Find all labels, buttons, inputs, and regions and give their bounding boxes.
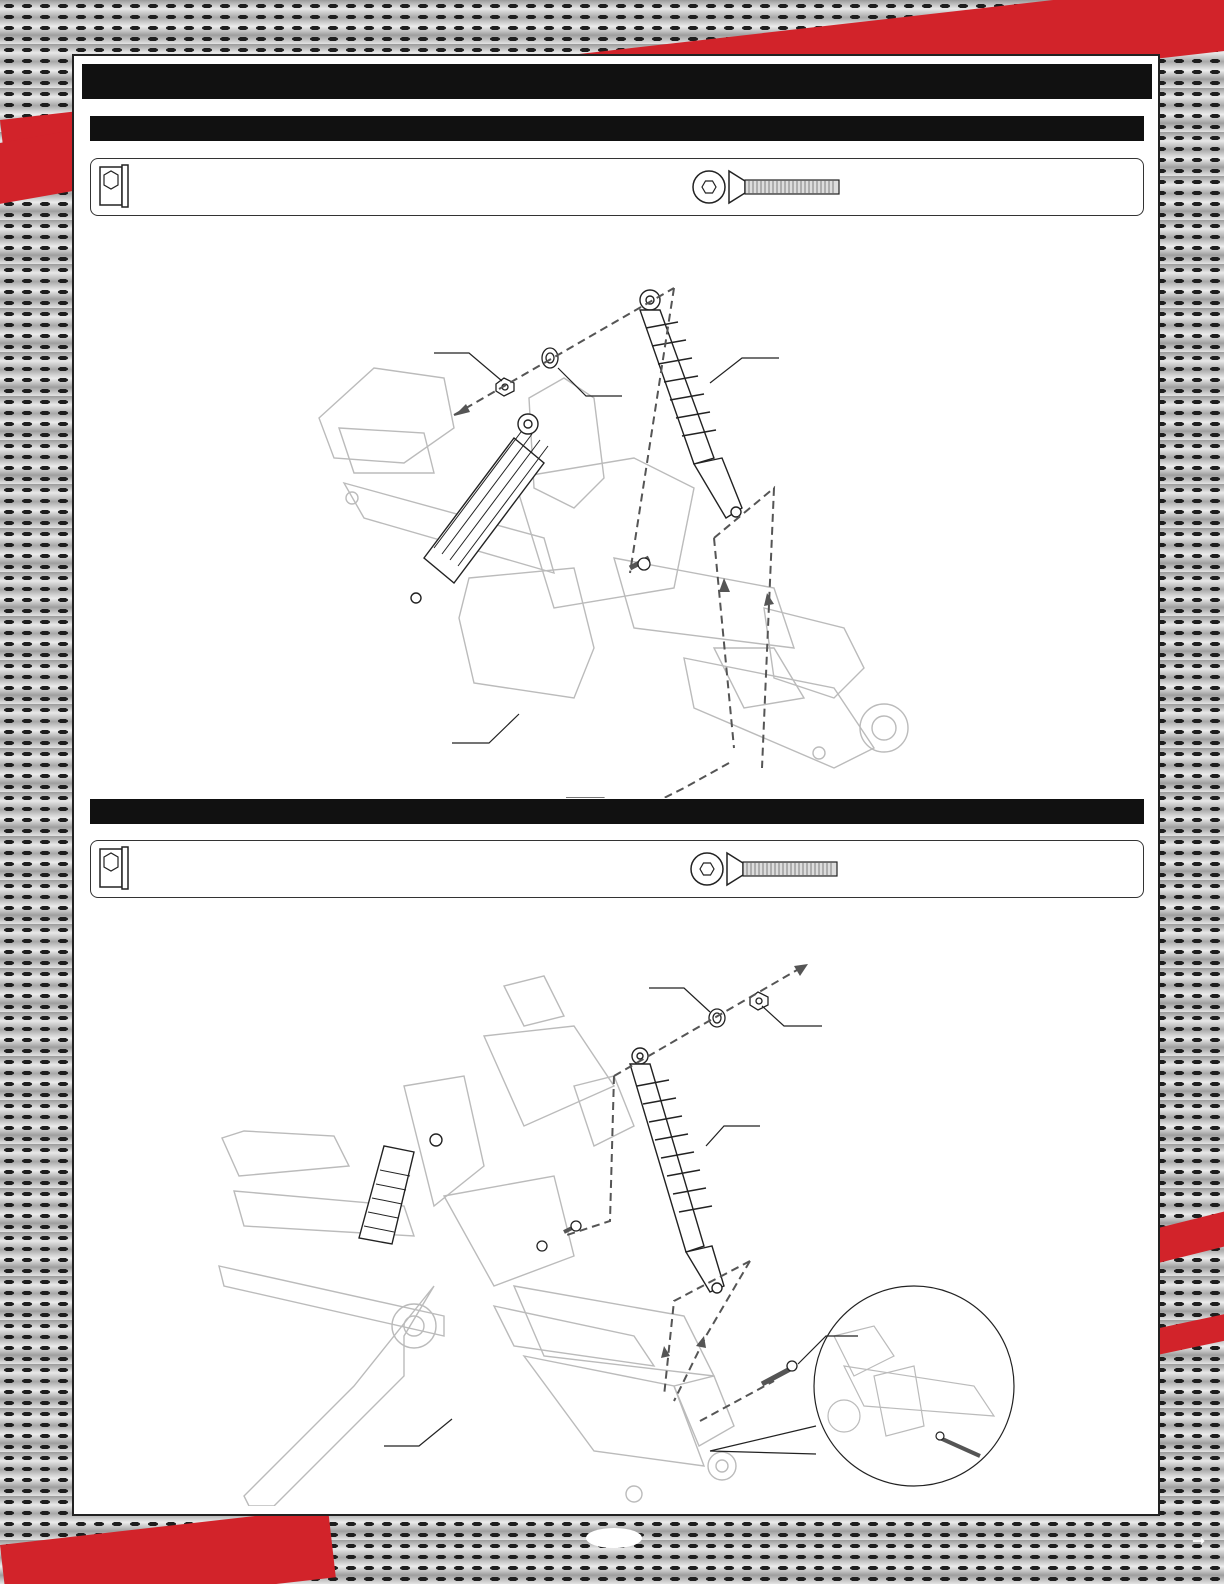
- step-1-part-locknut: [97, 163, 217, 213]
- step-1-parts-box: [90, 158, 1144, 216]
- step-1-leader-lines: [434, 353, 779, 798]
- instruction-page: [72, 54, 1160, 1516]
- step-2-chassis: [219, 976, 736, 1506]
- step-2-parts-box: [90, 840, 1144, 898]
- step-1-chassis: [319, 368, 908, 768]
- red-stripe-right-a: [1150, 1201, 1224, 1263]
- step-2-part-screw: [687, 845, 887, 895]
- step-1-installed-shock: [411, 414, 548, 603]
- page-title: [82, 64, 1152, 99]
- step-1-diagram: [74, 228, 1158, 798]
- step-2-detail-inset: [710, 1286, 1014, 1486]
- flat-head-screw-icon: [689, 163, 849, 209]
- locknut-icon: [97, 163, 131, 209]
- step-2-new-shock: [630, 1048, 724, 1293]
- page-number: [586, 1528, 642, 1548]
- step-2-diagram: [74, 906, 1158, 1506]
- flat-head-screw-icon: [687, 845, 847, 891]
- step-2-arrows: [661, 964, 808, 1358]
- red-stripe-bottom-left: [0, 1508, 336, 1584]
- step-1-heading: [90, 116, 1144, 141]
- step-2-heading: [90, 799, 1144, 824]
- step-2-part-locknut: [97, 845, 217, 895]
- red-stripe-right-b: [1150, 1305, 1224, 1355]
- step-1-part-screw: [689, 163, 889, 213]
- locknut-icon: [97, 845, 131, 891]
- arrow-right-icon[interactable]: ➞: [1192, 1533, 1206, 1550]
